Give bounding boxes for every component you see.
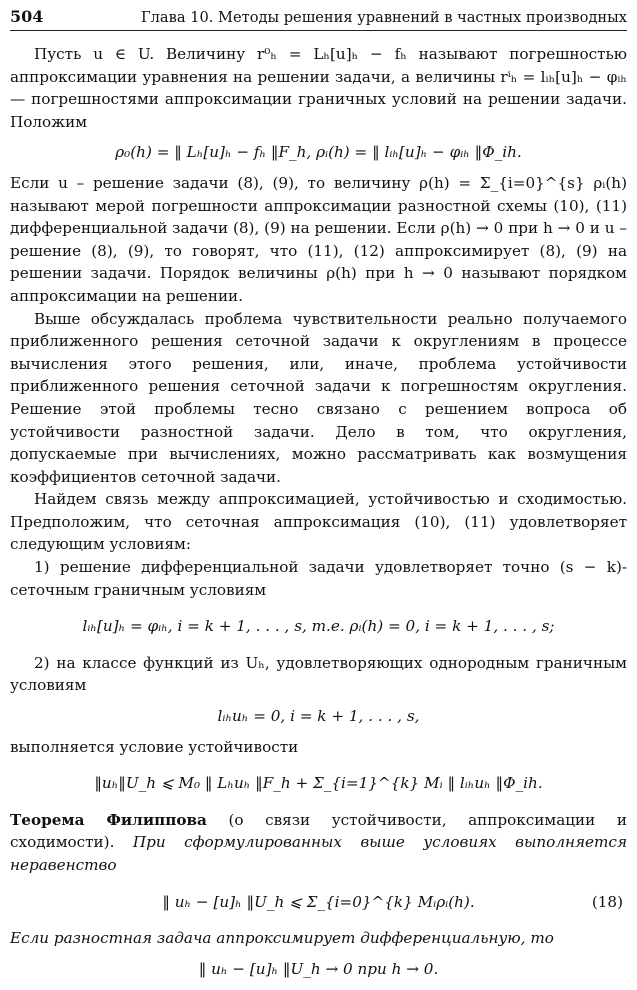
- equation-homogeneous: lᵢₕuₕ = 0, i = k + 1, . . . , s,: [217, 707, 420, 726]
- paragraph-6: 2) на классе функций из Uₕ, удовлетворяющих однородным граничным условиям: [10, 653, 627, 695]
- paragraph-5: 1) решение дифференциальной задачи удовлетворяет точно (s − k)-сеточным граничным условиям: [10, 558, 627, 599]
- equation-convergence: ‖ uₕ − [u]ₕ ‖U_h → 0 при h → 0.: [198, 959, 439, 978]
- equation-boundary-conditions: lᵢₕ[u]ₕ = φᵢₕ, i = k + 1, . . . , s, т.е. ρᵢ(h) = 0, i = k + 1, . . . , s;: [82, 617, 555, 636]
- paragraph-1: Пусть u ∈ U. Величину r⁰ₕ = Lₕ[u]ₕ − fₕ называют погрешностью аппроксимации уравнения на решении задачи, а величины rⁱₕ = lᵢₕ[u]ₕ − φᵢₕ — погрешностями аппроксимации граничных условий на решении задачи. Положим: [10, 45, 627, 131]
- page-number: 504: [10, 7, 44, 26]
- equation-18-row: [10, 891, 627, 914]
- running-head: Глава 10. Методы решения уравнений в частных производных: [141, 9, 627, 26]
- paragraph-8: [10, 927, 627, 950]
- theorem-statement: При сформулированных выше условиях выполняется неравенство: [10, 833, 627, 874]
- theorem-paragraph: [10, 809, 627, 877]
- paragraph-2: Если u – решение задачи (8), (9), то величину ρ(h) = Σ_{i=0}^{s} ρᵢ(h) называют мерой погрешности аппроксимации разностной схемы (10), (11) дифференциальной задачи (8), (9) на решении. Если ρ(h) → 0 при h → 0 и u – решение (8), (9), то говорят, что (11), (12) аппроксимирует (8), (9) на решении задачи. Порядок величины ρ(h) при h → 0 называют порядком аппроксимации на решении.: [10, 173, 627, 305]
- paragraph-7: выполняется условие устойчивости: [10, 737, 299, 756]
- page-header: [10, 6, 627, 31]
- paragraph-3: Выше обсуждалась проблема чувствительности реально получаемого приближенного решения сеточной задачи к округлениям в процессе вычисления этого решения, или, иначе, проблема устойчивости приближенного решения сеточной задачи к погрешностям округления. Решение этой проблемы тесно связано с решением вопроса об устойчивости разностной задачи. Дело в том, что округления, допускаемые при вычислениях, можно рассматривать как возмущения коэффициентов сеточной задачи.: [10, 309, 627, 486]
- paragraph-4: Найдем связь между аппроксимацией, устойчивостью и сходимостью. Предположим, что сеточная аппроксимация (10), (11) удовлетворяет следующим условиям:: [10, 490, 627, 554]
- equation-rho-definitions: ρ₀(h) = ‖ Lₕ[u]ₕ − fₕ ‖F_h, ρᵢ(h) = ‖ lᵢₕ[u]ₕ − φᵢₕ ‖Φ_ih.: [115, 143, 522, 162]
- theorem-title: Теорема Филиппова: [10, 810, 207, 829]
- conclusion-text: Если разностная задача аппроксимирует дифференциальную, то: [10, 929, 554, 948]
- equation-18: ‖ uₕ − [u]ₕ ‖U_h ⩽ Σ_{i=0}^{k} Mᵢρᵢ(h).: [162, 892, 475, 911]
- equation-stability: ‖uₕ‖U_h ⩽ M₀ ‖ Lₕuₕ ‖F_h + Σ_{i=1}^{k} Mᵢ ‖ lᵢₕuₕ ‖Φ_ih.: [94, 774, 543, 793]
- page: [10, 6, 627, 988]
- equation-number: (18): [591, 892, 623, 911]
- theorem-subtitle: (о связи устойчивости, аппроксимации и сходимости).: [10, 810, 628, 852]
